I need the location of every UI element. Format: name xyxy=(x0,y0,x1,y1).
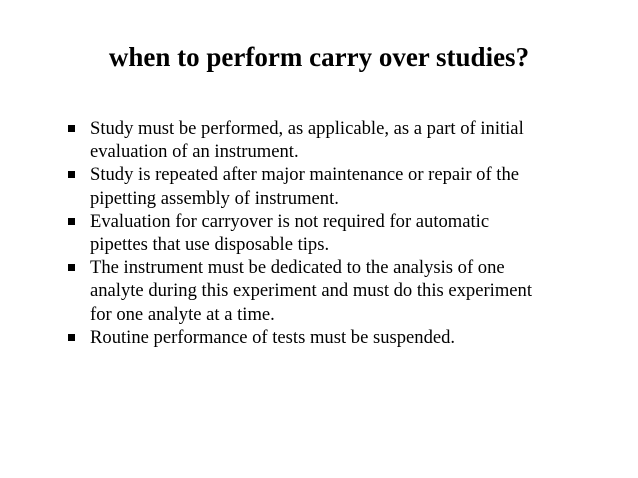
square-bullet-icon xyxy=(68,171,75,178)
bullet-text-line: Study must be performed, as applicable, as a part of initial xyxy=(90,118,524,139)
square-bullet-icon xyxy=(68,218,75,225)
bullet-text-line: The instrument must be dedicated to the analysis of one xyxy=(90,257,505,279)
bullet-item xyxy=(66,117,606,163)
bullet-text-line: for one analyte at a time. xyxy=(90,303,275,325)
bullet-text-line: pipettes that use disposable tips. xyxy=(90,234,330,256)
bullet-item xyxy=(66,256,606,326)
square-bullet-icon xyxy=(68,334,75,341)
bullet-text-line: Routine performance of tests must be suspended. xyxy=(90,326,456,348)
bullet-text-line: analyte during this experiment and must do this experiment xyxy=(90,280,533,302)
square-bullet-icon xyxy=(68,125,75,132)
bullet-list xyxy=(66,117,606,349)
square-bullet-icon xyxy=(68,264,75,271)
bullet-item xyxy=(66,210,606,256)
bullet-text-line: pipetting assembly of instrument. xyxy=(90,187,339,209)
bullet-text-line: Evaluation for carryover is not required for automatic xyxy=(90,210,490,232)
bullet-text-line: Study is repeated after major maintenance or repair of the xyxy=(90,164,520,186)
bullet-item xyxy=(66,163,606,209)
bullet-item xyxy=(66,326,606,349)
slide-title: when to perform carry over studies? xyxy=(108,42,530,72)
bullet-text-line: evaluation of an instrument. xyxy=(90,141,299,163)
